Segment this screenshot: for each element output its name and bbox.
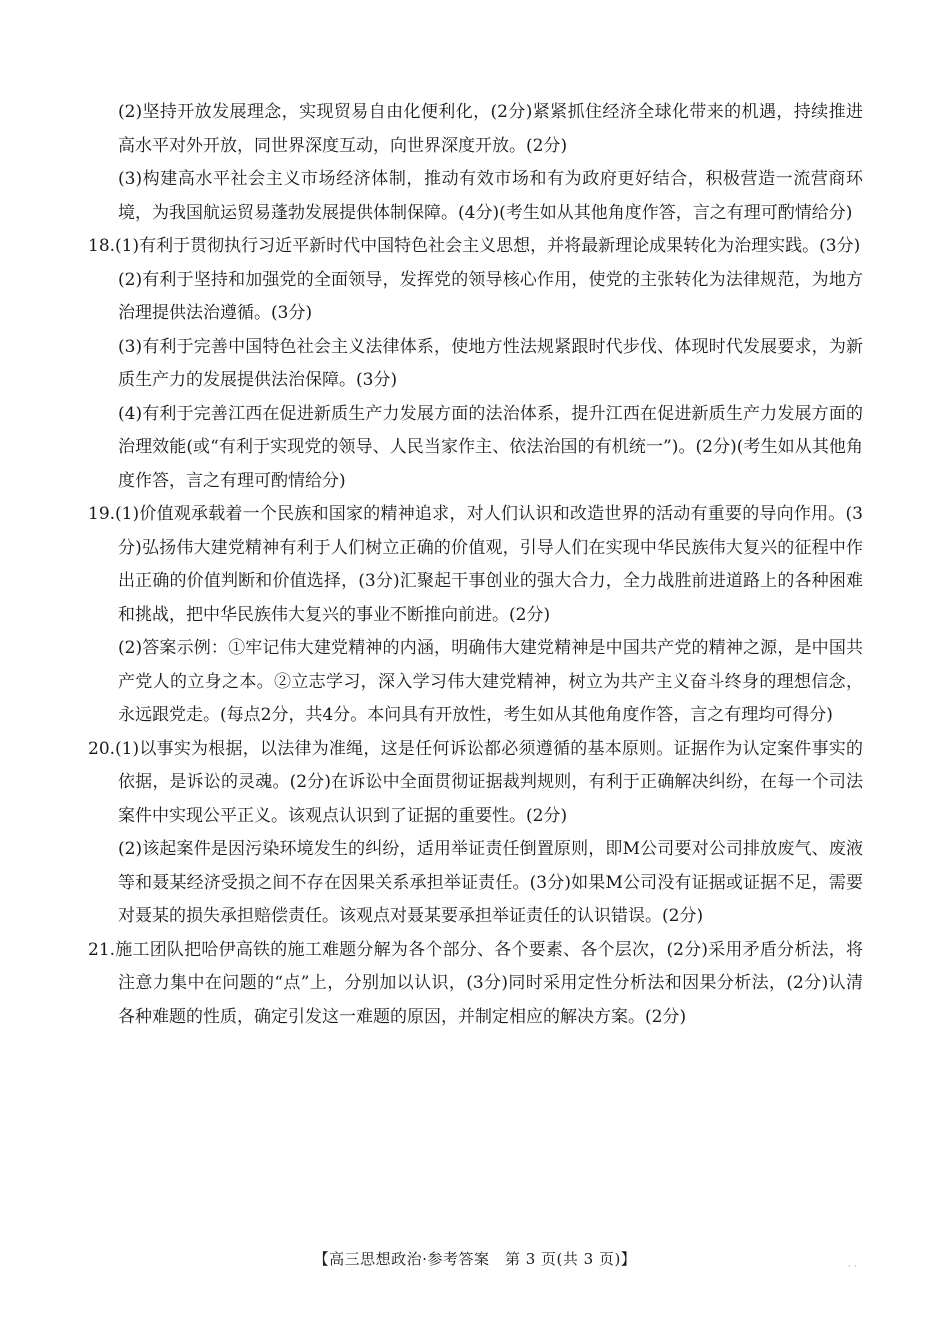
- answer-18-part-4: (4)有利于完善江西在促进新质生产力发展方面的法治体系，提升江西在促进新质生产力发展方面的治理效能(或“有利于实现党的领导、人民当家作主、依法治国的有机统一”)。(2分)(考生如从其他角度作答，言之有理可酌情给分): [118, 403, 863, 491]
- answer-20-part-1: 20.(1)以事实为根据，以法律为准绳，这是任何诉讼都必须遵循的基本原则。证据作为认定案件事实的依据，是诉讼的灵魂。(2分)在诉讼中全面贯彻证据裁判规则，有利于正确解决纠纷，在每一个司法案件中实现公平正义。该观点认识到了证据的重要性。(2分): [88, 738, 863, 826]
- answer-19-part-2: (2)答案示例：①牢记伟大建党精神的内涵，明确伟大建党精神是中国共产党的精神之源，是中国共产党人的立身之本。②立志学习，深入学习伟大建党精神，树立为共产主义奋斗终身的理想信念，永远跟党走。(每点2分，共4分。本问具有开放性，考生如从其他角度作答，言之有理均可得分): [118, 638, 863, 725]
- answer-21: 21.施工团队把哈伊高铁的施工难题分解为各个部分、各个要素、各个层次，(2分)采用矛盾分析法，将注意力集中在问题的“点”上，分别加以认识，(3分)同时采用定性分析法和因果分析法，(2分)认清各种难题的性质，确定引发这一难题的原因，并制定相应的解决方案。(2分): [88, 939, 863, 1027]
- answer-17-part-2: (2)坚持开放发展理念，实现贸易自由化便利化，(2分)紧紧抓住经济全球化带来的机遇，持续推进高水平对外开放，同世界深度互动，向世界深度开放。(2分): [118, 102, 863, 156]
- answer-20-part-2: (2)该起案件是因污染环境发生的纠纷，适用举证责任倒置原则，即M公司要对公司排放废气、废液等和聂某经济受损之间不存在因果关系承担举证责任。(3分)如果M公司没有证据或证据不足，需要对聂某的损失承担赔偿责任。该观点对聂某要承担举证责任的认识错误。(2分): [118, 839, 863, 926]
- answer-17-part-3: (3)构建高水平社会主义市场经济体制，推动有效市场和有为政府更好结合，积极营造一流营商环境，为我国航运贸易蓬勃发展提供体制保障。(4分)(考生如从其他角度作答，言之有理可酌情给分): [118, 169, 863, 223]
- answer-content: [88, 96, 863, 1034]
- answer-19-part-1: 19.(1)价值观承载着一个民族和国家的精神追求，对人们认识和改造世界的活动有重要的导向作用。(3分)弘扬伟大建党精神有利于人们树立正确的价值观，引导人们在实现中华民族伟大复兴的征程中作出正确的价值判断和价值选择，(3分)汇聚起干事创业的强大合力，全力战胜前进道路上的各种困难和挑战，把中华民族伟大复兴的事业不断推向前进。(2分): [88, 504, 863, 625]
- page-footer: 【高三思想政治·参考答案 第 3 页(共 3 页)】: [313, 1250, 637, 1268]
- answer-18-part-1: 18.(1)有利于贯彻执行习近平新时代中国特色社会主义思想，并将最新理论成果转化为治理实践。(3分): [88, 236, 861, 256]
- footer-mark: · ·: [848, 1262, 857, 1272]
- answer-18-part-2: (2)有利于坚持和加强党的全面领导，发挥党的领导核心作用，使党的主张转化为法律规范，为地方治理提供法治遵循。(3分): [118, 269, 863, 323]
- answer-18-part-3: (3)有利于完善中国特色社会主义法律体系，使地方性法规紧跟时代步伐、体现时代发展要求，为新质生产力的发展提供法治保障。(3分): [118, 336, 863, 390]
